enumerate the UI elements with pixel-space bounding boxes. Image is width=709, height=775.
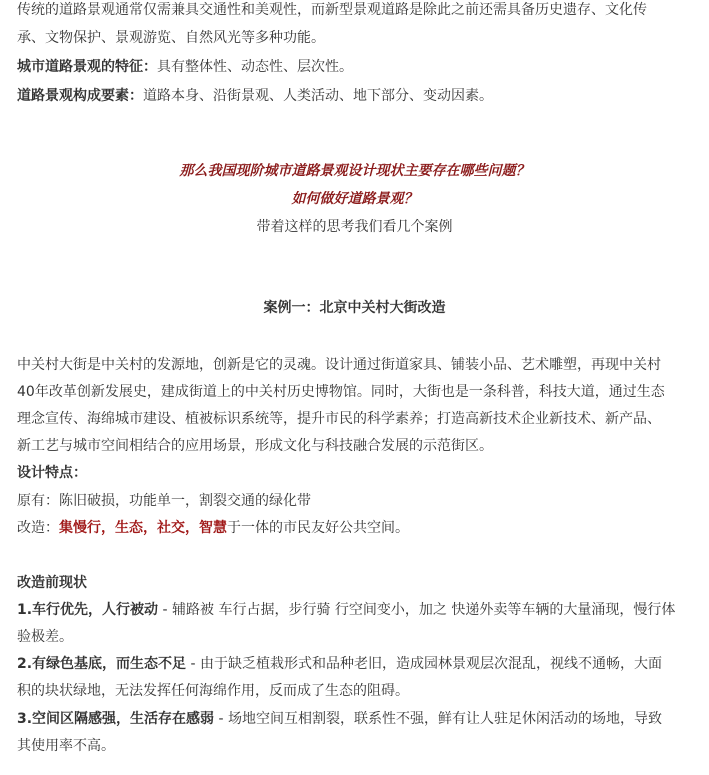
status-item-1 — [17, 600, 675, 620]
after-separator: ， — [143, 520, 157, 536]
status-item-2 — [17, 654, 662, 674]
question-2: 如何做好道路景观？ — [291, 191, 418, 207]
status-item-1-title: 1.车行优先，人行被动 — [17, 602, 159, 618]
question-1: 那么我国现阶城市道路景观设计现状主要存在哪些问题？ — [179, 163, 530, 179]
feature-line — [17, 57, 353, 77]
status-item-3-text: - 场地空间互相割裂，联系性不强，鲜有让人驻足休闲活动的场地，导致 — [214, 711, 663, 727]
after-line — [17, 518, 409, 538]
intro-line-1: 传统的道路景观通常仅需兼具交通性和美观性，而新型景观道路是除此之前还需具备历史遗存、文化传 — [17, 2, 647, 18]
case1-paragraph-4: 新工艺与城市空间相结合的应用场景，形成文化与科技融合发展的示范街区。 — [17, 438, 493, 454]
status-item-3-title: 3.空间区隔感强，生活存在感弱 — [17, 711, 215, 727]
status-item-3-cont: 其使用率不高。 — [17, 738, 115, 754]
elements-text: 道路本身、沿街景观、人类活动、地下部分、变动因素。 — [143, 88, 493, 104]
status-item-3 — [17, 709, 662, 729]
status-item-2-text: - 由于缺乏植栽形式和品种老旧，造成园林景观层次混乱，视线不通畅，大面 — [186, 656, 663, 672]
feature-label: 城市道路景观的特征： — [17, 59, 157, 75]
case1-paragraph-2: 40年改革创新发展史，建成街道上的中关村历史博物馆。同时，大街也是一条科普，科技大道，通过生态 — [17, 384, 665, 400]
status-item-2-title: 2.有绿色基底，而生态不足 — [17, 656, 187, 672]
after-keyword-social: 社交 — [157, 520, 185, 536]
after-keyword-slow: 集慢行 — [59, 520, 101, 536]
elements-line — [17, 86, 493, 106]
elements-label: 道路景观构成要素： — [17, 88, 143, 104]
status-item-1-cont: 验极差。 — [17, 629, 73, 645]
case1-paragraph-3: 理念宣传、海绵城市建设、植被标识系统等，提升市民的科学素养；打造高新技术企业新技术、新产品、 — [17, 411, 661, 427]
question-lead: 带着这样的思考我们看几个案例 — [256, 219, 453, 235]
status-heading: 改造前现状 — [17, 575, 87, 591]
intro-line-2: 承、文物保护、景观游览、自然风光等多种功能。 — [17, 30, 325, 46]
status-item-2-cont: 积的块状绿地，无法发挥任何海绵作用，反而成了生态的阻碍。 — [17, 683, 409, 699]
after-keyword-eco: 生态 — [115, 520, 143, 536]
after-keyword-smart: 智慧 — [199, 520, 227, 536]
after-separator: ， — [101, 520, 115, 536]
after-label: 改造： — [17, 520, 59, 536]
status-item-1-text: - 辅路被 车行占据，步行骑 行空间变小，加之 快递外卖等车辆的大量涌现，慢行体 — [158, 602, 676, 618]
before-label: 原有： — [17, 493, 59, 509]
design-label: 设计特点： — [17, 465, 87, 481]
case1-paragraph-1: 中关村大街是中关村的发源地，创新是它的灵魂。设计通过街道家具、铺装小品、艺术雕塑，再现中关村 — [17, 357, 661, 373]
after-tail: 于一体的市民友好公共空间。 — [227, 520, 409, 536]
after-separator: ， — [185, 520, 199, 536]
case1-title: 案例一：北京中关村大街改造 — [263, 300, 446, 316]
before-line — [17, 491, 311, 511]
before-text: 陈旧破损，功能单一，割裂交通的绿化带 — [59, 493, 311, 509]
feature-text: 具有整体性、动态性、层次性。 — [157, 59, 353, 75]
